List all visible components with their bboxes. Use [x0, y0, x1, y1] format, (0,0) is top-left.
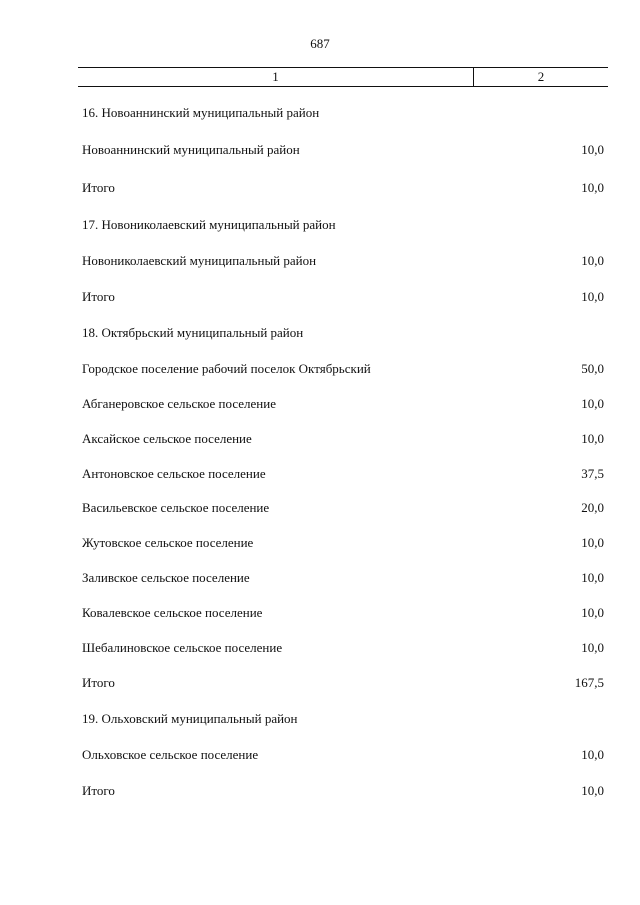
table-row: [82, 499, 604, 517]
row-value: 10,0: [581, 605, 604, 620]
section-heading-label: 18. Октябрьский муниципальный район: [82, 325, 304, 340]
row-value: 37,5: [581, 466, 604, 481]
total-row: [82, 179, 604, 197]
section-heading: [82, 216, 604, 234]
section-heading: [82, 104, 604, 122]
row-value: 10,0: [581, 640, 604, 655]
row-label: Васильевское сельское поселение: [82, 500, 270, 515]
column-1-header: 1: [78, 68, 474, 86]
page-number: 687: [310, 36, 330, 51]
table-row: [82, 360, 604, 378]
row-label: Ковалевское сельское поселение: [82, 605, 263, 620]
row-value: 10,0: [581, 289, 604, 304]
row-value: 10,0: [581, 396, 604, 411]
row-value: 10,0: [581, 535, 604, 550]
table-row: [82, 430, 604, 448]
row-label: Городское поселение рабочий поселок Октябрьский: [82, 361, 371, 376]
row-label: Итого: [82, 180, 115, 195]
table-row: [82, 534, 604, 552]
section-heading: [82, 324, 604, 342]
table-row: [82, 141, 604, 159]
row-label: Аксайское сельское поселение: [82, 431, 252, 446]
table-row: [82, 746, 604, 764]
row-label: Новониколаевский муниципальный район: [82, 253, 317, 268]
row-label: Абганеровское сельское поселение: [82, 396, 276, 411]
total-row: [82, 674, 604, 692]
row-label: Итого: [82, 783, 115, 798]
table-row: [82, 569, 604, 587]
row-label: Заливское сельское поселение: [82, 570, 250, 585]
row-value: 10,0: [581, 570, 604, 585]
row-label: Итого: [82, 675, 115, 690]
row-value: 10,0: [581, 142, 604, 157]
table-row: [82, 639, 604, 657]
table-row: [82, 465, 604, 483]
row-value: 10,0: [581, 253, 604, 268]
row-value: 167,5: [574, 675, 604, 690]
total-row: [82, 288, 604, 306]
row-value: 50,0: [581, 361, 604, 376]
column-2-header: 2: [537, 69, 545, 84]
table-row: [82, 395, 604, 413]
row-label: Шебалиновское сельское поселение: [82, 640, 283, 655]
table-header: [78, 67, 608, 87]
section-heading-label: 16. Новоаннинский муниципальный район: [82, 105, 320, 120]
table-row: [82, 604, 604, 622]
row-label: Итого: [82, 289, 115, 304]
row-label: Жутовское сельское поселение: [82, 535, 254, 550]
row-value: 10,0: [581, 747, 604, 762]
section-heading-label: 19. Ольховский муниципальный район: [82, 711, 298, 726]
total-row: [82, 782, 604, 800]
row-label: Новоаннинский муниципальный район: [82, 142, 300, 157]
row-value: 20,0: [581, 500, 604, 515]
table-row: [82, 252, 604, 270]
row-value: 10,0: [581, 180, 604, 195]
row-value: 10,0: [581, 783, 604, 798]
section-heading: [82, 710, 604, 728]
row-label: Антоновское сельское поселение: [82, 466, 266, 481]
row-value: 10,0: [581, 431, 604, 446]
section-heading-label: 17. Новониколаевский муниципальный район: [82, 217, 336, 232]
row-label: Ольховское сельское поселение: [82, 747, 259, 762]
